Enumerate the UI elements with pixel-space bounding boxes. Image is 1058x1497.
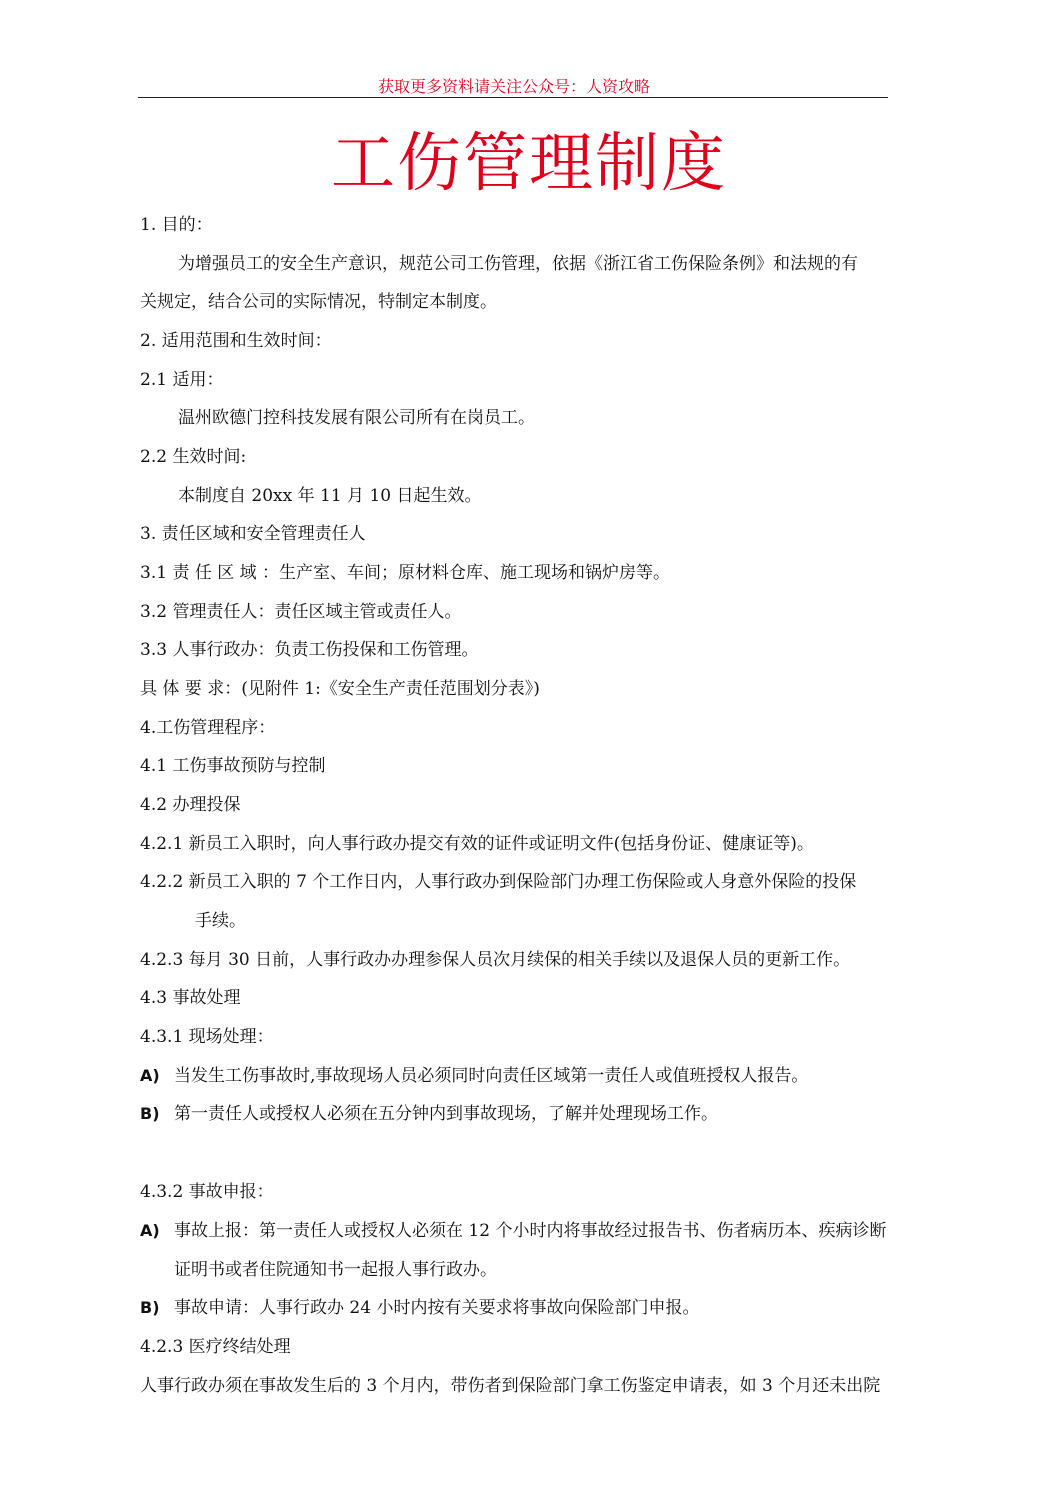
list-item [140, 1219, 886, 1243]
paragraph-line: 证明书或者住院通知书一起报人事行政办。 [174, 1260, 497, 1280]
header-divider [138, 97, 888, 98]
subsection-heading: 4.3.2 事故申报： [140, 1182, 274, 1202]
paragraph-line: 本制度自 20xx 年 11 月 10 日起生效。 [178, 486, 482, 506]
paragraph-line: 具 体 要 求：(见附件 1:《安全生产责任范围划分表》) [140, 679, 540, 699]
section-heading: 1. 目的： [140, 215, 213, 235]
paragraph-line: 3.1 责 任 区 域 ：生产室、车间；原材料仓库、施工现场和锅炉房等。 [140, 563, 671, 583]
subsection-heading: 2.1 适用： [140, 370, 224, 390]
subsection-heading: 4.3.1 现场处理： [140, 1027, 274, 1047]
list-item-text: 事故上报：第一责任人或授权人必须在 12 个小时内将事故经过报告书、伤者病历本、疾病诊断 [174, 1221, 887, 1241]
list-label: A) [140, 1066, 160, 1085]
list-item [140, 1296, 699, 1320]
list-item-text: 第一责任人或授权人必须在五分钟内到事故现场，了解并处理现场工作。 [174, 1104, 718, 1124]
paragraph-line: 3.3 人事行政办：负责工伤投保和工伤管理。 [140, 640, 479, 660]
subsection-heading: 2.2 生效时间: [140, 447, 247, 467]
list-item [140, 1102, 718, 1126]
paragraph-line: 手续。 [195, 911, 246, 931]
paragraph-line: 为增强员工的安全生产意识，规范公司工伤管理，依据《浙江省工伤保险条例》和法规的有 [178, 254, 858, 274]
section-heading: 2. 适用范围和生效时间： [140, 331, 332, 351]
paragraph-line: 4.2.2 新员工入职的 7 个工作日内，人事行政办到保险部门办理工伤保险或人身意外保险的投保 [140, 872, 857, 892]
paragraph-line: 温州欧德门控科技发展有限公司所有在岗员工。 [178, 408, 535, 428]
list-label: B) [140, 1104, 160, 1123]
header-note: 获取更多资料请关注公众号：人资攻略 [377, 77, 650, 96]
list-label: B) [140, 1298, 160, 1317]
document-title: 工伤管理制度 [331, 127, 727, 201]
list-item-text: 当发生工伤事故时,事故现场人员必须同时向责任区域第一责任人或值班授权人报告。 [174, 1066, 809, 1086]
subsection-heading: 4.3 事故处理 [140, 988, 241, 1008]
paragraph-line: 关规定，结合公司的实际情况，特制定本制度。 [140, 292, 497, 312]
subsection-heading: 4.2.3 医疗终结处理 [140, 1337, 291, 1357]
paragraph-line: 人事行政办须在事故发生后的 3 个月内，带伤者到保险部门拿工伤鉴定申请表，如 3 个月还未出院 [140, 1376, 881, 1396]
paragraph-line: 4.2.1 新员工入职时，向人事行政办提交有效的证件或证明文件(包括身份证、健康证等)。 [140, 834, 814, 854]
list-item [140, 1064, 808, 1088]
paragraph-line: 4.2.3 每月 30 日前，人事行政办办理参保人员次月续保的相关手续以及退保人员的更新工作。 [140, 950, 851, 970]
list-item-text: 事故申请：人事行政办 24 小时内按有关要求将事故向保险部门申报。 [174, 1298, 700, 1318]
list-label: A) [140, 1221, 160, 1240]
paragraph-line: 3.2 管理责任人：责任区域主管或责任人。 [140, 602, 462, 622]
section-heading: 4.工伤管理程序： [140, 718, 276, 738]
section-heading: 3. 责任区域和安全管理责任人 [140, 524, 366, 544]
subsection-heading: 4.2 办理投保 [140, 795, 241, 815]
subsection-heading: 4.1 工伤事故预防与控制 [140, 756, 326, 776]
